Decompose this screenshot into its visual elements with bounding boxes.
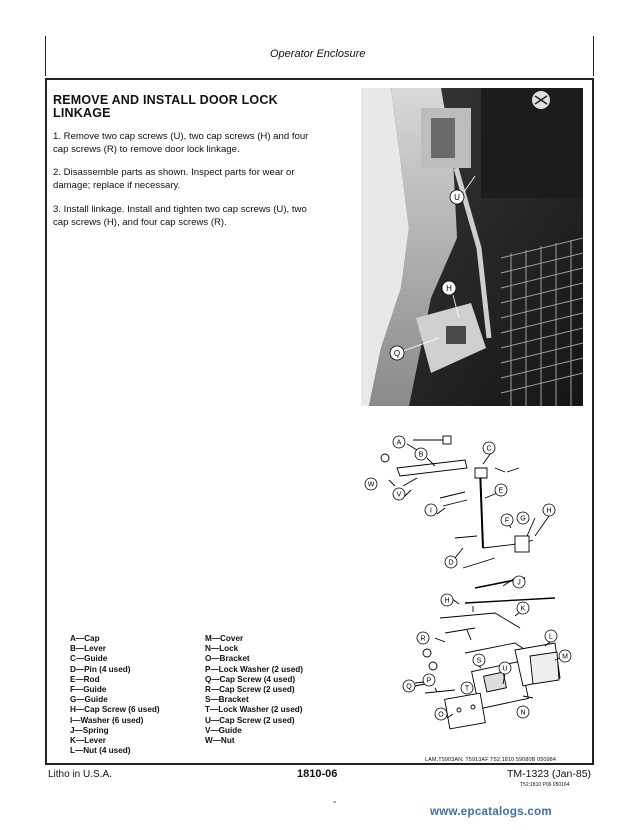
svg-text:O: O bbox=[438, 711, 444, 719]
legend-item: M—Cover bbox=[205, 634, 244, 643]
legend-item: V—Guide bbox=[205, 725, 242, 735]
parts-legend-left bbox=[70, 634, 160, 756]
legend-item: T—Lock Washer (2 used) bbox=[205, 705, 303, 715]
step-1 bbox=[53, 130, 328, 156]
diagram-callout-e bbox=[495, 484, 507, 496]
photo-callout-u: U bbox=[454, 193, 460, 202]
svg-text:E: E bbox=[498, 487, 504, 495]
diagram-callout-g bbox=[517, 512, 529, 524]
svg-text:G: G bbox=[520, 515, 526, 523]
left-margin-line bbox=[45, 36, 46, 76]
legend-item: U—Cap Screw (2 used) bbox=[205, 715, 295, 725]
svg-text:J: J bbox=[517, 579, 521, 587]
diagram-callout-b bbox=[415, 448, 427, 460]
legend-item: F—Guide bbox=[70, 685, 107, 695]
svg-text:B: B bbox=[418, 451, 424, 459]
svg-text:S: S bbox=[476, 657, 482, 665]
step-2-line2: damage; replace if necessary. bbox=[53, 180, 181, 191]
step-3-line2: cap screws (H), and four cap screws (R). bbox=[53, 217, 227, 228]
step-3 bbox=[53, 203, 328, 229]
watermark-link[interactable]: www.epcatalogs.com bbox=[430, 806, 552, 818]
diagram-callout-h-upper bbox=[543, 504, 555, 516]
svg-text:I: I bbox=[430, 507, 432, 515]
page-left-border bbox=[45, 78, 47, 763]
diagram-callout-j bbox=[513, 576, 525, 588]
footer-tm-number: TM-1323 (Jan-85) bbox=[507, 768, 592, 780]
step-1-line2: cap screws (R) to remove door lock linkage. bbox=[53, 144, 240, 155]
header-title: Operator Enclosure bbox=[270, 48, 366, 60]
photo-callout-q: Q bbox=[393, 349, 401, 358]
diagram-callout-q bbox=[403, 680, 415, 692]
diagram-callout-a bbox=[393, 436, 405, 448]
svg-text:N: N bbox=[520, 709, 526, 717]
legend-item: W—Nut bbox=[205, 736, 235, 746]
diagram-callout-l bbox=[545, 630, 557, 642]
diagram-callout-s bbox=[473, 654, 485, 666]
legend-item: D—Pin (4 used) bbox=[70, 664, 131, 674]
footer-rule bbox=[45, 763, 594, 765]
door-lock-photo-illustration bbox=[361, 88, 583, 406]
legend-item: H—Cap Screw (6 used) bbox=[70, 705, 160, 715]
diagram-callout-r bbox=[417, 632, 429, 644]
door-lock-photo bbox=[361, 88, 583, 406]
diagram-callout-c bbox=[483, 442, 495, 454]
diagram-callout-i bbox=[425, 504, 437, 516]
diagram-callout-k bbox=[517, 602, 529, 614]
section-title-line2: LINKAGE bbox=[53, 106, 111, 120]
exploded-parts-diagram bbox=[355, 428, 587, 758]
svg-text:P: P bbox=[426, 677, 432, 685]
legend-item: J—Spring bbox=[70, 725, 109, 735]
legend-item: E—Rod bbox=[70, 674, 100, 684]
svg-text:T: T bbox=[464, 685, 470, 693]
svg-text:W: W bbox=[367, 481, 375, 489]
legend-item: I—Washer (6 used) bbox=[70, 715, 144, 725]
diagram-callout-h-lower bbox=[441, 594, 453, 606]
legend-item: P—Lock Washer (2 used) bbox=[205, 664, 303, 674]
diagram-callout-v bbox=[393, 488, 405, 500]
svg-text:C: C bbox=[486, 445, 492, 453]
svg-text:K: K bbox=[520, 605, 526, 613]
legend-item: O—Bracket bbox=[205, 654, 250, 664]
right-margin-line bbox=[593, 36, 594, 76]
diagram-callout-o bbox=[435, 708, 447, 720]
legend-item: A—Cap bbox=[70, 634, 100, 643]
diagram-callout-f bbox=[501, 514, 513, 526]
svg-text:V: V bbox=[396, 491, 402, 499]
svg-text:R: R bbox=[420, 635, 426, 643]
legend-item: C—Guide bbox=[70, 654, 108, 664]
svg-text:F: F bbox=[504, 517, 510, 525]
diagram-callout-d bbox=[445, 556, 457, 568]
section-title bbox=[53, 94, 303, 120]
legend-item: G—Guide bbox=[70, 695, 108, 705]
legend-item: R—Cap Screw (2 used) bbox=[205, 685, 295, 695]
header-rule bbox=[45, 78, 594, 80]
figure-reference: LAM,T5903AN, T5913AF T52;1810 59080B 050984 bbox=[425, 757, 556, 763]
svg-text:L: L bbox=[549, 633, 553, 641]
legend-item: K—Lever bbox=[70, 736, 106, 746]
diagram-callout-m bbox=[559, 650, 571, 662]
svg-text:H: H bbox=[546, 507, 552, 515]
photo-callout-h: H bbox=[446, 284, 452, 293]
diagram-callout-t bbox=[461, 682, 473, 694]
step-2-line1: 2. Disassemble parts as shown. Inspect parts for wear or bbox=[53, 167, 295, 178]
svg-text:Q: Q bbox=[406, 683, 412, 691]
step-2 bbox=[53, 166, 328, 192]
step-3-line1: 3. Install linkage. Install and tighten two cap screws (U), two bbox=[53, 204, 307, 215]
footer-printed-in: Litho in U.S.A. bbox=[48, 769, 112, 780]
legend-item: Q—Cap Screw (4 used) bbox=[205, 674, 296, 684]
parts-legend-right bbox=[205, 634, 303, 746]
section-title-line1: REMOVE AND INSTALL DOOR LOCK bbox=[53, 93, 278, 107]
legend-item: S—Bracket bbox=[205, 695, 249, 705]
exploded-parts-illustration bbox=[355, 428, 587, 758]
svg-text:U: U bbox=[502, 665, 508, 673]
legend-item: L—Nut (4 used) bbox=[70, 746, 131, 756]
svg-text:H: H bbox=[444, 597, 450, 605]
diagram-callout-u bbox=[499, 662, 511, 674]
svg-text:D: D bbox=[448, 559, 454, 567]
footer-dash: - bbox=[333, 797, 337, 808]
diagram-callout-n bbox=[517, 706, 529, 718]
footer-page-number: 1810-06 bbox=[297, 768, 338, 780]
legend-item: N—Lock bbox=[205, 644, 239, 654]
step-1-line1: 1. Remove two cap screws (U), two cap screws (H) and four bbox=[53, 131, 309, 142]
svg-text:A: A bbox=[396, 439, 402, 447]
page-right-border bbox=[592, 78, 594, 763]
diagram-callout-p bbox=[423, 674, 435, 686]
legend-item: B—Lever bbox=[70, 644, 106, 654]
footer-tm-code: T52;1810 P06 050164 bbox=[520, 782, 570, 788]
svg-text:M: M bbox=[562, 653, 568, 661]
diagram-callout-w bbox=[365, 478, 377, 490]
